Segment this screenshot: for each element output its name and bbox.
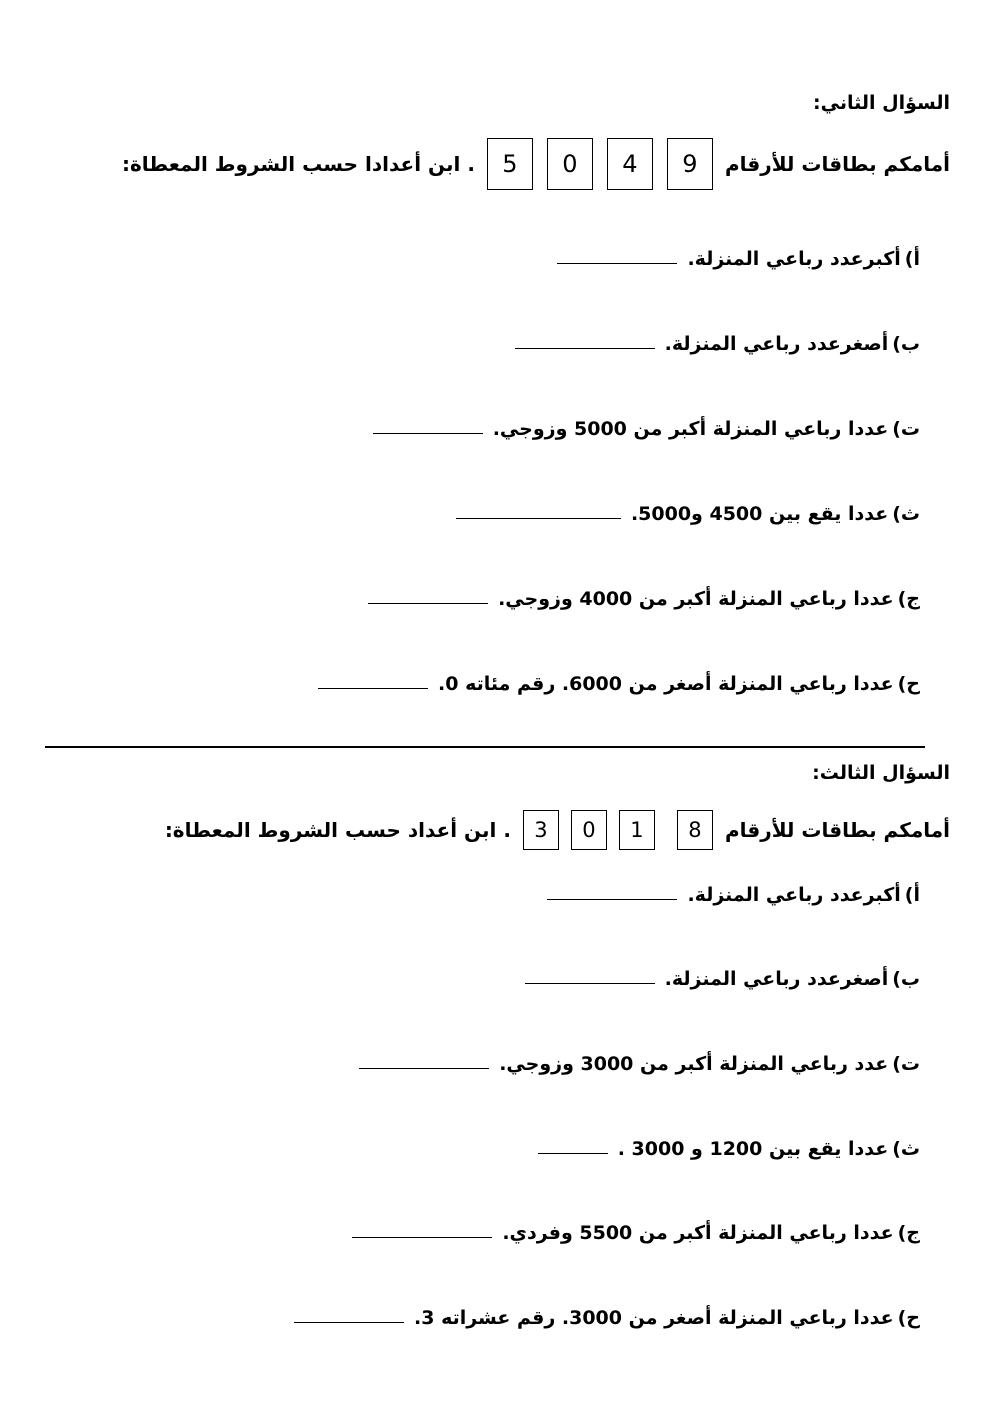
- section-divider: [45, 746, 925, 748]
- question2-item-j: [368, 588, 920, 610]
- item-letter: أ): [904, 884, 920, 906]
- item-letter: ح): [897, 1307, 920, 1329]
- question2-digit-cards: [487, 138, 713, 190]
- item-text: عددا رباعي المنزلة أكبر من 5500 وفردي.: [502, 1222, 894, 1244]
- digit-card: 8: [677, 810, 713, 850]
- digit-card: 5: [487, 138, 533, 190]
- answer-blank[interactable]: [538, 1152, 608, 1154]
- answer-blank[interactable]: [359, 1067, 489, 1069]
- question2-intro: [122, 138, 950, 190]
- item-text: عددا يقع بين 1200 و 3000 .: [617, 1138, 889, 1160]
- digit-card: 9: [667, 138, 713, 190]
- question2-item-th: [456, 503, 920, 525]
- item-text: عددا رباعي المنزلة أصغر من 3000. رقم عشراته 3.: [414, 1307, 894, 1329]
- digit-card: 0: [547, 138, 593, 190]
- question2-item-a: [557, 248, 920, 270]
- answer-blank[interactable]: [294, 1321, 404, 1323]
- digit-card: 4: [607, 138, 653, 190]
- question2-intro-after: . ابن أعدادا حسب الشروط المعطاة:: [121, 152, 475, 176]
- item-text: أصغرعدد رباعي المنزلة.: [664, 968, 889, 990]
- question2-heading: السؤال الثاني:: [813, 92, 950, 114]
- item-text: أصغرعدد رباعي المنزلة.: [664, 333, 889, 355]
- answer-blank[interactable]: [456, 517, 621, 519]
- digit-card: 1: [619, 810, 655, 850]
- digit-card: 0: [571, 810, 607, 850]
- answer-blank[interactable]: [373, 432, 483, 434]
- question3-item-b: [525, 968, 920, 990]
- question3-intro-after: . ابن أعداد حسب الشروط المعطاة:: [164, 818, 511, 842]
- item-letter: ث): [892, 1138, 920, 1160]
- answer-blank[interactable]: [525, 982, 655, 984]
- item-letter: ح): [897, 673, 920, 695]
- answer-blank[interactable]: [557, 262, 677, 264]
- question2-item-h: [318, 673, 920, 695]
- question3-item-t: [359, 1053, 920, 1075]
- digit-card: 3: [523, 810, 559, 850]
- item-letter: ت): [892, 1053, 920, 1075]
- question2-item-t: [373, 418, 920, 440]
- answer-blank[interactable]: [515, 347, 655, 349]
- item-text: عدد رباعي المنزلة أكبر من 3000 وزوجي.: [499, 1053, 889, 1075]
- question3-item-a: [547, 884, 920, 906]
- answer-blank[interactable]: [318, 687, 428, 689]
- item-letter: ب): [892, 333, 920, 355]
- item-letter: أ): [904, 248, 920, 270]
- question2-intro-before: أمامكم بطاقات للأرقام: [724, 152, 950, 176]
- item-text: عددا رباعي المنزلة أكبر من 5000 وزوجي.: [492, 418, 889, 440]
- question3-item-j: [352, 1222, 920, 1244]
- item-letter: ج): [897, 1222, 920, 1244]
- item-letter: ت): [892, 418, 920, 440]
- item-letter: ب): [892, 968, 920, 990]
- question3-item-th: [538, 1138, 920, 1160]
- item-text: أكبرعدد رباعي المنزلة.: [687, 884, 901, 906]
- item-letter: ج): [897, 588, 920, 610]
- question3-item-h: [294, 1307, 920, 1329]
- question3-digit-cards: [523, 810, 713, 850]
- answer-blank[interactable]: [352, 1236, 492, 1238]
- question3-heading: السؤال الثالث:: [812, 762, 950, 784]
- item-text: عددا يقع بين 4500 و5000.: [630, 503, 889, 525]
- answer-blank[interactable]: [368, 602, 488, 604]
- item-text: عددا رباعي المنزلة أصغر من 6000. رقم مئاته 0.: [438, 673, 894, 695]
- answer-blank[interactable]: [547, 898, 677, 900]
- question2-item-b: [515, 333, 920, 355]
- item-letter: ث): [892, 503, 920, 525]
- question3-intro: [165, 810, 950, 850]
- question3-intro-before: أمامكم بطاقات للأرقام: [724, 818, 950, 842]
- item-text: أكبرعدد رباعي المنزلة.: [687, 248, 901, 270]
- item-text: عددا رباعي المنزلة أكبر من 4000 وزوجي.: [498, 588, 894, 610]
